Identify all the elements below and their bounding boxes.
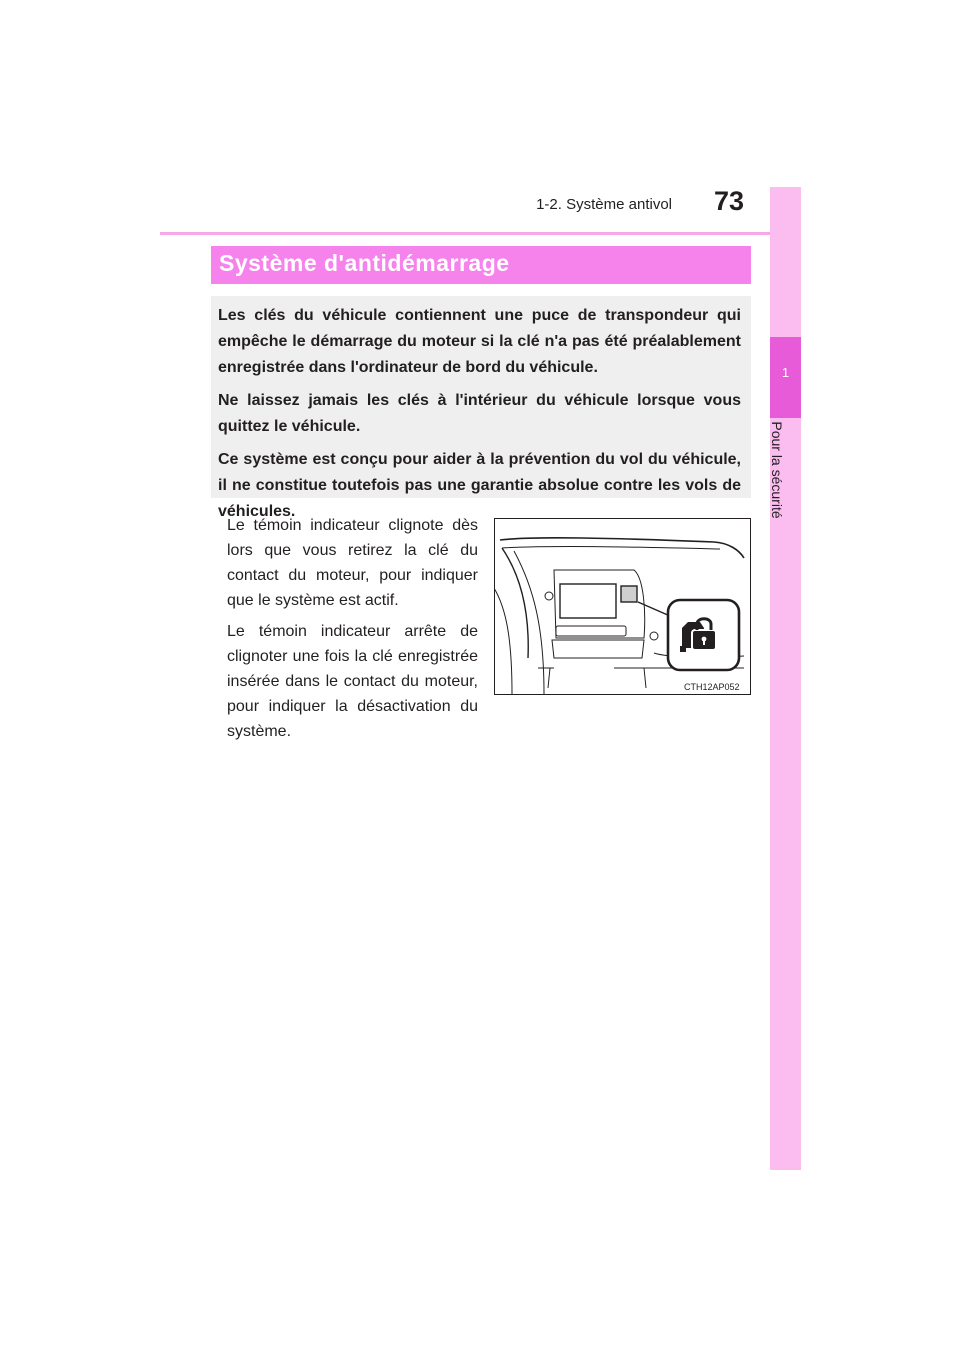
- body-text: [227, 513, 478, 750]
- intro-paragraph: Ne laissez jamais les clés à l'intérieur du véhicule lorsque vous quittez le véhicule.: [218, 392, 741, 435]
- chapter-label: Pour la sécurité: [769, 421, 785, 519]
- body-paragraph: Le témoin indicateur arrête de clignoter une fois la clé enregistrée insérée dans le contact du moteur, pour indiquer la désactivation du système.: [227, 623, 478, 740]
- page-number: 73: [714, 186, 745, 216]
- dashboard-illustration: [494, 518, 751, 695]
- chapter-side-tab: [770, 187, 801, 1170]
- section-title: Système d'antidémarrage: [219, 250, 510, 276]
- dashboard-illustration-svg: [494, 518, 751, 695]
- header-section-title: 1-2. Système antivol: [536, 196, 672, 213]
- intro-paragraph: Les clés du véhicule contiennent une puce de transpondeur qui empêche le démarrage du moteur si la clé n'a pas été préalablement enregistrée dans l'ordinateur de bord du véhicule.: [218, 307, 741, 376]
- chapter-number: 1: [781, 365, 790, 380]
- intro-paragraph: Ce système est conçu pour aider à la prévention du vol du véhicule, il ne constitue toutefois pas une garantie absolue contre les vols de véhicules.: [218, 451, 741, 520]
- header-rule: [160, 232, 800, 235]
- section-banner: [211, 246, 751, 284]
- intro-box: [211, 296, 751, 520]
- figure-code: CTH12AP052: [684, 682, 740, 692]
- body-paragraph: Le témoin indicateur clignote dès lors que vous retirez la clé du contact du moteur, pour indiquer que le système est actif.: [227, 517, 478, 609]
